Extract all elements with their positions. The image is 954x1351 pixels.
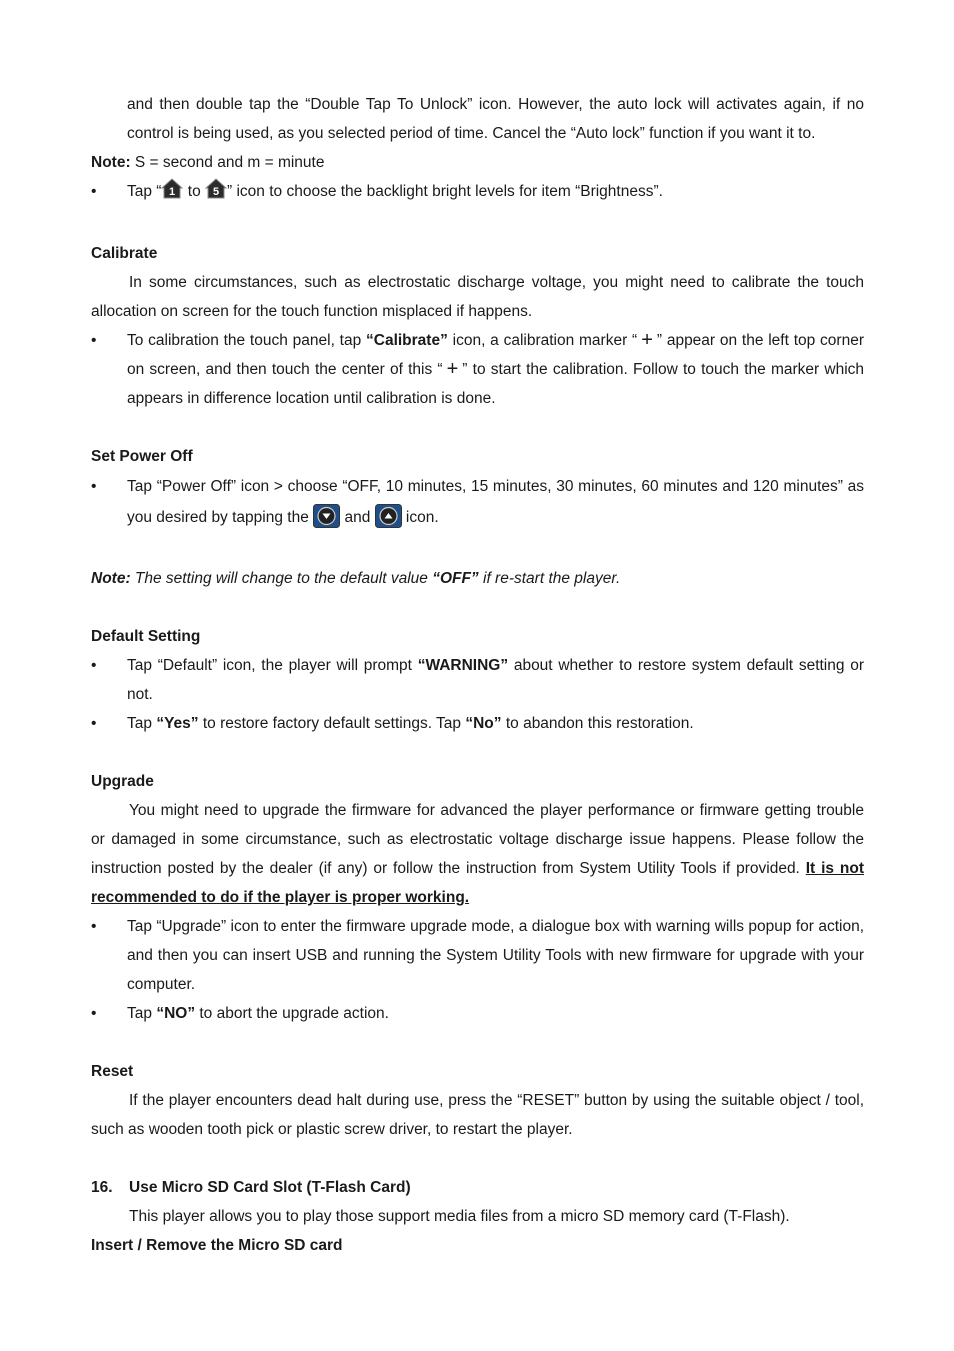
text-fragment: icon, a calibration marker “ (447, 332, 638, 349)
text-fragment: to abort the upgrade action. (195, 1005, 389, 1022)
section-number: 16. (91, 1179, 113, 1196)
document-page (91, 90, 864, 1260)
text-fragment: Tap “Power Off” icon > choose “OFF, 10 minutes, 15 minutes, 30 minutes, 60 minutes and 120 minutes” as you desired by tapping the (127, 478, 864, 526)
list-item-default (91, 651, 864, 709)
note-line (91, 148, 864, 177)
text-fragment: if re-start the player. (478, 570, 621, 587)
text-fragment: ” icon to choose the backlight bright levels for item “Brightness”. (227, 183, 663, 200)
icon-label: 1 (169, 186, 176, 198)
upgrade-warning: It is not recommended to do if the player is proper working. (91, 860, 864, 906)
bullet-dot: • (91, 332, 97, 349)
text-fragment: Tap “ (127, 183, 162, 200)
text-fragment: Tap “Upgrade” icon to enter the firmware upgrade mode, a dialogue box with warning wills popup for action, and then you can insert USB and running the System Utility Tools with new firmware for upgrade with your computer. (127, 918, 864, 993)
text-fragment: to restore factory default settings. Tap (198, 715, 466, 732)
calibration-marker-icon: + (641, 329, 653, 351)
bold-term: “Yes” (156, 715, 199, 732)
bullet-dot: • (91, 183, 97, 200)
micro-sd-subheading: Insert / Remove the Micro SD card (91, 1237, 343, 1254)
bold-term: “OFF” (432, 570, 479, 587)
note-label: Note: (91, 154, 131, 171)
brightness-level-1-icon (161, 178, 183, 210)
arrow-down-icon (313, 504, 340, 539)
power-off-heading: Set Power Off (91, 448, 193, 465)
default-setting-heading: Default Setting (91, 628, 201, 645)
text-fragment: and (340, 509, 375, 526)
bullet-dot: • (91, 918, 97, 935)
bullet-dot: • (91, 478, 97, 495)
arrow-up-icon (375, 504, 402, 539)
list-item-upgrade (91, 912, 864, 999)
text-fragment: icon. (401, 509, 439, 526)
bullet-dot: • (91, 715, 97, 732)
text-fragment: about whether to restore system default setting or not. (127, 657, 864, 703)
list-item-upgrade-no (91, 999, 864, 1028)
text-fragment: The setting will change to the default value (130, 570, 433, 587)
text-fragment: to (183, 183, 206, 200)
power-off-note (91, 564, 864, 593)
calibrate-heading: Calibrate (91, 245, 158, 262)
text-fragment: to abandon this restoration. (501, 715, 694, 732)
intro-paragraph: and then double tap the “Double Tap To Unlock” icon. However, the auto lock will activates again, if no control is being used, as you selected period of time. Cancel the “Auto lock” function if you want it to. (127, 96, 864, 142)
upgrade-paragraph (91, 796, 864, 912)
text-fragment: Tap “Default” icon, the player will prompt (127, 657, 418, 674)
bullet-dot: • (91, 657, 97, 674)
reset-paragraph: If the player encounters dead halt during use, press the “RESET” button by using the suitable object / tool, such as wooden tooth pick or plastic screw driver, to restart the player. (91, 1092, 864, 1138)
list-item-calibrate (91, 326, 864, 413)
list-item-yes-no (91, 709, 864, 738)
calibration-marker-icon: + (446, 358, 459, 380)
upgrade-heading: Upgrade (91, 773, 154, 790)
bold-term: “Calibrate” (366, 332, 448, 349)
list-item-power-off (91, 471, 864, 539)
reset-heading: Reset (91, 1063, 134, 1080)
section-16-heading (91, 1173, 864, 1202)
text-fragment: You might need to upgrade the firmware for advanced the player performance or firmware getting trouble or damaged in some circumstance, such as electrostatic voltage discharge issue happens. Please follow the instruction posted by the dealer (if any) or follow the instruction from System Utility Tools if provided. (91, 802, 864, 877)
bullet-dot: • (91, 1005, 97, 1022)
bold-term: “WARNING” (417, 657, 509, 674)
text-fragment: To calibration the touch panel, tap (127, 332, 366, 349)
text-fragment: Tap (127, 715, 157, 732)
note-label: Note: (91, 570, 131, 587)
calibrate-paragraph: In some circumstances, such as electrostatic discharge voltage, you might need to calibrate the touch allocation on screen for the touch function misplaced if happens. (91, 274, 864, 320)
text-fragment: ” appear on the left top corner on screen, and then touch the center of this “ (127, 332, 864, 378)
note-text: S = second and m = minute (130, 154, 325, 171)
brightness-level-5-icon (205, 178, 227, 210)
section-title: Use Micro SD Card Slot (T-Flash Card) (129, 1179, 411, 1196)
text-fragment: Tap (127, 1005, 157, 1022)
icon-label: 5 (212, 186, 220, 198)
bold-term: “NO” (156, 1005, 196, 1022)
list-item-brightness (91, 177, 864, 210)
text-fragment: ” to start the calibration. Follow to touch the marker which appears in difference location until calibration is done. (127, 361, 865, 407)
section-16-paragraph: This player allows you to play those support media files from a micro SD memory card (T-Flash). (129, 1208, 790, 1225)
bold-term: “No” (465, 715, 502, 732)
